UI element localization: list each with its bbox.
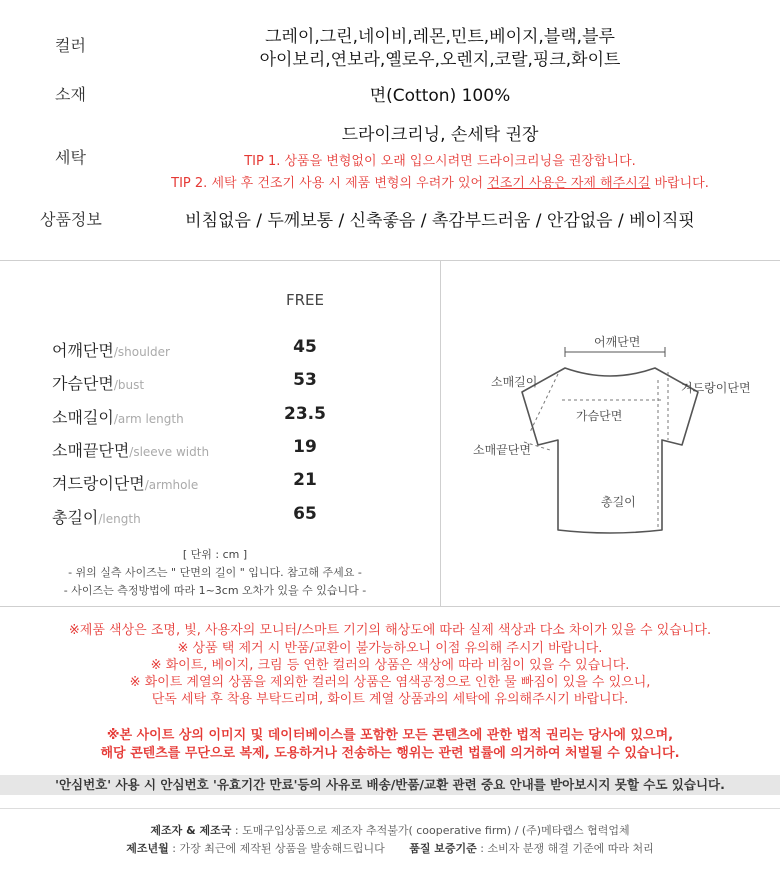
tip2-prefix: TIP 2. 세탁 후 건조기 사용 시 제품 변형의 우려가 있어 xyxy=(171,176,488,191)
size-value-arm-length: 23.5 xyxy=(284,404,326,424)
wash-label: 세탁 xyxy=(55,148,86,167)
size-row-en: /shoulder xyxy=(113,345,170,359)
maker-value: : 도매구입상품으로 제조자 추적불가( cooperative firm) / (주)메타랩스 협력업체 xyxy=(234,824,630,837)
notice-line: ※ 화이트, 베이지, 크림 등 연한 컬러의 상품은 색상에 따라 비침이 있을 수 있습니다. xyxy=(150,658,630,673)
copyright-line: ※본 사이트 상의 이미지 및 데이터베이스를 포함한 모든 콘텐츠에 관한 법적 권리는 당사에 있으며, xyxy=(106,728,674,743)
tip2-underlined: 건조기 사용은 자제 해주시길 xyxy=(487,176,651,191)
notice-line: ※ 화이트 계열의 상품을 제외한 컬러의 상품은 염색공정으로 인한 물 빠짐이 있을 수 있으니, xyxy=(129,675,651,690)
size-row-shoulder xyxy=(52,338,170,361)
size-row-name: 겨드랑이단면 xyxy=(52,474,145,493)
wash-tip-1: TIP 1. 상품을 변형없이 오래 입으시려면 드라이크리닝을 권장합니다. xyxy=(244,154,636,169)
product-info-value: 비침없음 / 두께보통 / 신축좋음 / 촉감부드러움 / 안감없음 / 베이직핏 xyxy=(185,211,695,231)
size-row-name: 가슴단면 xyxy=(52,374,114,393)
date-label: 제조년월 xyxy=(126,842,169,855)
size-note-1: - 위의 실측 사이즈는 " 단면의 길이 " 입니다. 참고해 주세요 - xyxy=(68,566,362,579)
size-value-armhole: 21 xyxy=(293,470,317,490)
color-values-line1: 그레이,그린,네이비,레몬,민트,베이지,블랙,블루 xyxy=(265,27,615,47)
section-divider xyxy=(0,606,780,607)
section-divider xyxy=(0,260,780,261)
size-row-en: /length xyxy=(98,512,141,526)
size-row-length xyxy=(52,505,141,528)
size-row-sleeve-width xyxy=(52,438,209,461)
maker-label: 제조자 & 제조국 xyxy=(150,824,232,837)
product-info-label: 상품정보 xyxy=(40,210,102,229)
column-divider xyxy=(440,260,441,606)
diagram-label-bust: 가슴단면 xyxy=(576,409,623,423)
size-row-en: /armhole xyxy=(144,478,199,492)
color-values-line2: 아이보리,연보라,옐로우,오렌지,코랄,핑크,화이트 xyxy=(259,50,621,70)
size-row-armhole xyxy=(52,471,198,494)
diagram-label-shoulder: 어깨단면 xyxy=(594,335,641,349)
notice-line: ※제품 색상은 조명, 빛, 사용자의 모니터/스마트 기기의 해상도에 따라 실제 색상과 다소 차이가 있을 수 있습니다. xyxy=(68,623,712,638)
size-row-en: /sleeve width xyxy=(129,445,210,459)
size-row-name: 소매길이 xyxy=(52,408,114,427)
safe-number-notice: '안심번호' 사용 시 안심번호 '유효기간 만료'등의 사유로 배송/반품/교환 관련 중요 안내를 받아보시지 못할 수도 있습니다. xyxy=(55,777,725,792)
wash-tip-2 xyxy=(140,172,740,191)
unit-note: [ 단위 : cm ] xyxy=(182,548,248,561)
color-label: 컬러 xyxy=(55,36,86,55)
size-row-arm-length xyxy=(52,405,184,428)
footer-divider xyxy=(0,808,780,809)
notice-line: 단독 세탁 후 착용 부탁드리며, 화이트 계열 상품과의 세탁에 유의해주시기 바랍니다. xyxy=(151,692,629,707)
diagram-label-sleeve-width: 소매끝단면 xyxy=(473,443,531,457)
date-value: : 가장 최근에 제작된 상품을 발송해드립니다 xyxy=(172,842,385,855)
material-value: 면(Cotton) 100% xyxy=(369,86,511,106)
size-value-sleeve-width: 19 xyxy=(293,437,317,457)
diagram-label-sleeve-length: 소매길이 xyxy=(491,375,538,389)
size-column-header: FREE xyxy=(285,291,324,309)
size-row-name: 소매끝단면 xyxy=(52,441,130,460)
copyright-line: 해당 콘텐츠를 무단으로 복제, 도용하거나 전송하는 행위는 관련 법률에 의거하여 처벌될 수 있습니다. xyxy=(100,746,680,761)
size-row-name: 어깨단면 xyxy=(52,341,114,360)
size-row-en: /bust xyxy=(113,378,145,392)
size-note-2: - 사이즈는 측정방법에 따라 1~3cm 오차가 있을 수 있습니다 - xyxy=(63,584,367,597)
safe-number-band xyxy=(0,775,780,795)
diagram-label-armhole: 겨드랑이단면 xyxy=(681,381,751,395)
warranty-label: 품질 보증기준 xyxy=(409,842,477,855)
wash-value: 드라이크리닝, 손세탁 권장 xyxy=(341,125,539,145)
size-value-shoulder: 45 xyxy=(293,337,317,357)
material-label: 소재 xyxy=(55,85,86,104)
notice-line: ※ 상품 택 제거 시 반품/교환이 불가능하오니 이점 유의해 주시기 바랍니다. xyxy=(177,641,603,656)
maker-info xyxy=(0,822,780,838)
size-row-en: /arm length xyxy=(113,412,184,426)
tip2-suffix: 바랍니다. xyxy=(650,176,709,191)
warranty-value: : 소비자 분쟁 해결 기준에 따라 처리 xyxy=(480,842,654,855)
size-value-length: 65 xyxy=(293,504,317,524)
size-row-name: 총길이 xyxy=(52,508,99,527)
diagram-label-length: 총길이 xyxy=(601,495,636,509)
size-row-bust xyxy=(52,371,144,394)
size-value-bust: 53 xyxy=(293,370,317,390)
date-warranty-info xyxy=(0,840,780,856)
